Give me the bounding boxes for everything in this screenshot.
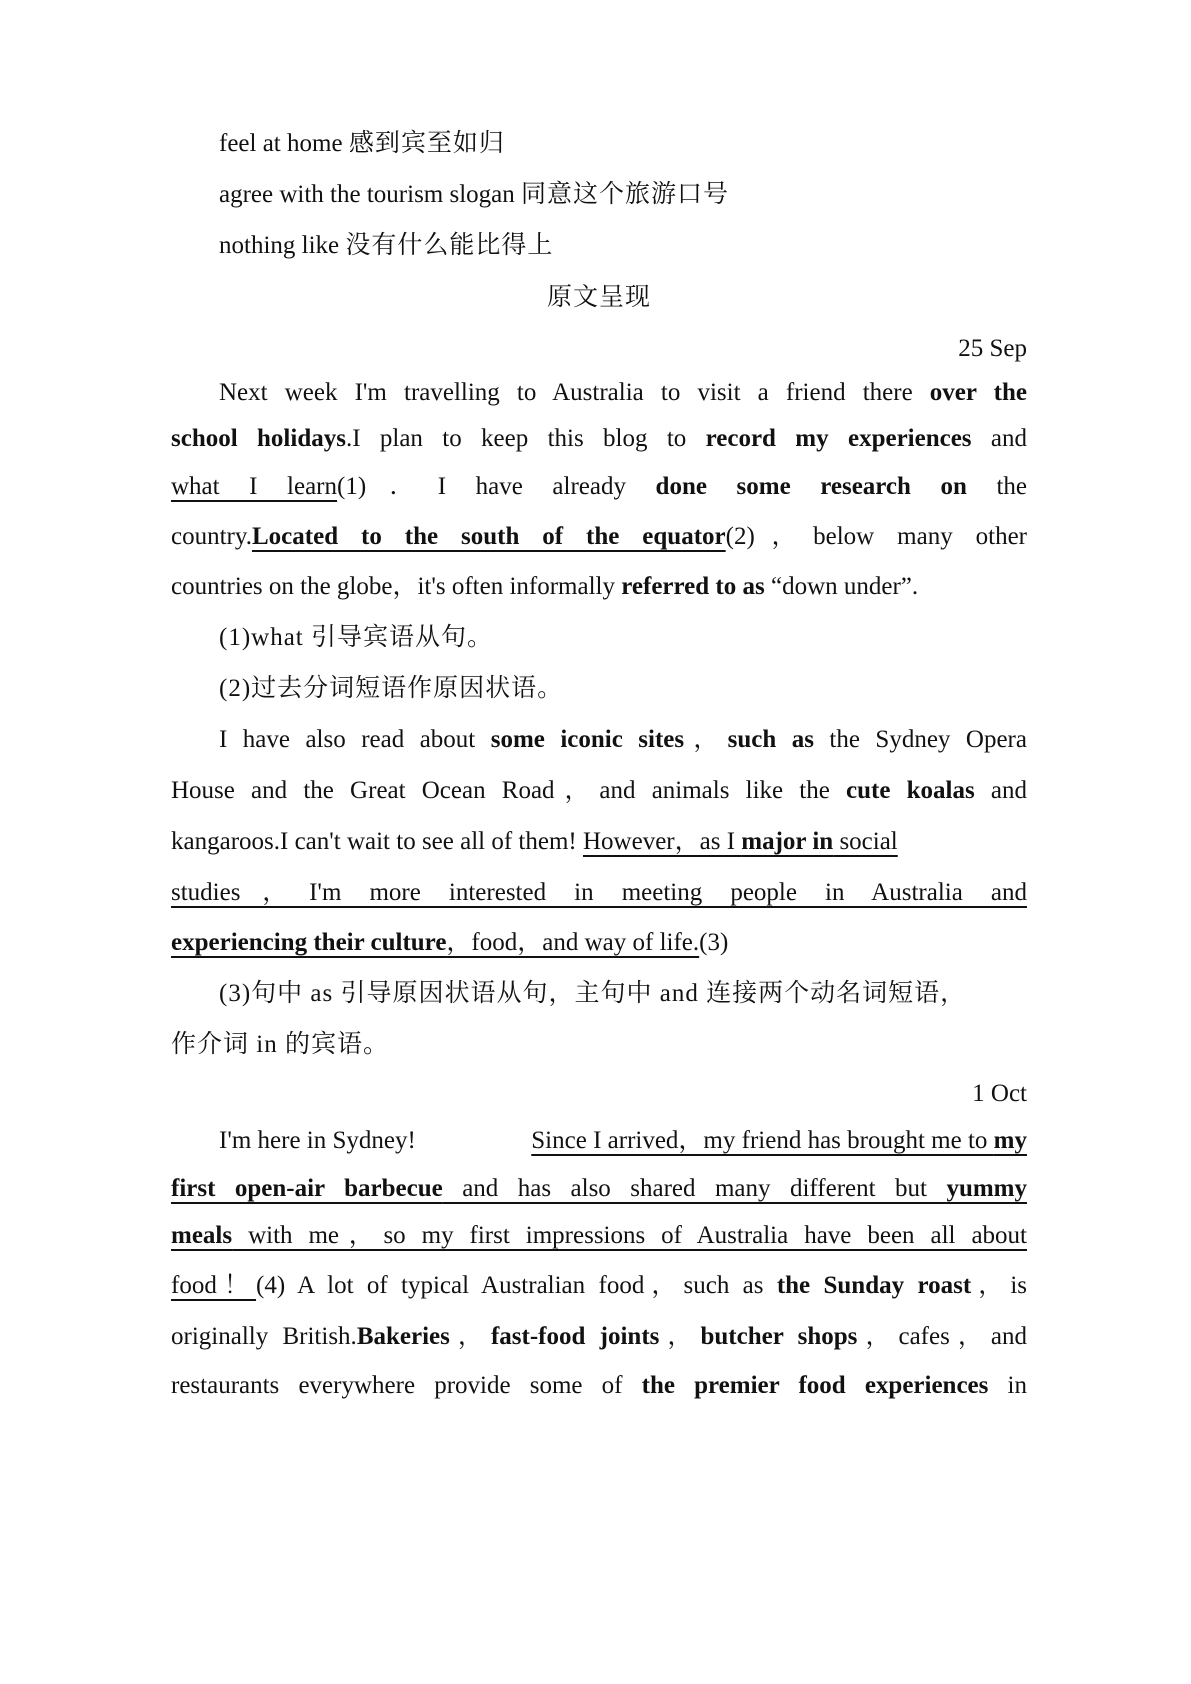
underlined-clause	[171, 1222, 1027, 1249]
paragraph-line	[171, 876, 1027, 910]
key-phrase: the Sunday roast	[776, 1272, 972, 1299]
key-phrase: meals	[171, 1222, 233, 1249]
key-phrase: Bakeries	[356, 1323, 450, 1350]
text-run: House and the Great Ocean Road，and animals like the	[171, 777, 847, 804]
entry-date: 1 Oct	[972, 1080, 1027, 1107]
vocab-item	[219, 178, 1027, 212]
vocab-cn: 没有什么能比得上	[345, 232, 554, 259]
underlined-clause	[171, 929, 699, 956]
text-run: (4) A lot of typical Australian food，such as	[256, 1272, 777, 1299]
text-run: “down under”.	[764, 573, 919, 600]
text-run: kangaroos.I can't wait to see all of them!	[171, 828, 583, 855]
paragraph-line	[219, 376, 1027, 410]
text-run: originally British.	[171, 1323, 357, 1350]
paragraph-line	[171, 570, 1027, 604]
paragraph-line	[171, 470, 1027, 504]
entry-date: 25 Sep	[958, 335, 1027, 362]
text-run: (2)，below many other	[725, 523, 1027, 550]
text-run: country.	[171, 523, 252, 550]
text-run: (3)	[699, 929, 729, 956]
key-phrase: butcher shops	[700, 1323, 858, 1350]
key-phrase: such as	[727, 726, 814, 753]
vocab-cn: 同意这个旅游口号	[521, 181, 730, 208]
paragraph-line	[171, 422, 1027, 456]
text-run: ，food，and way of life.	[446, 929, 700, 956]
text-run: social	[833, 828, 898, 855]
key-phrase: school holidays	[171, 425, 346, 452]
paragraph-line	[171, 1369, 1027, 1403]
key-phrase: record my experiences	[705, 425, 972, 452]
text-run: I have also read about	[219, 726, 491, 753]
text-run: and	[974, 777, 1027, 804]
key-phrase: cute koalas	[846, 777, 975, 804]
underlined-clause: food！	[171, 1272, 257, 1299]
text-run: ，cafes，and	[857, 1323, 1027, 1350]
paragraph-line	[171, 520, 1027, 554]
paragraph-line	[171, 926, 1027, 960]
paragraph-line	[219, 723, 1027, 757]
text-run: ，	[684, 726, 728, 753]
grammar-note: (2)过去分词短语作原因状语。	[219, 675, 564, 702]
paragraph-line	[171, 1269, 1027, 1303]
text-run: .I plan to keep this blog to	[345, 425, 706, 452]
text-run: in	[988, 1372, 1027, 1399]
text-run: (1)．I have already	[337, 473, 656, 500]
underlined-clause: what I learn	[171, 473, 338, 500]
underlined-clause	[171, 1175, 1027, 1202]
grammar-note: (1)what 引导宾语从句。	[219, 624, 493, 651]
key-phrase: major in	[741, 828, 834, 855]
key-phrase: my	[993, 1127, 1027, 1154]
text-run: countries on the globe，it's often informally	[171, 573, 622, 600]
text-run: with me，so my first impressions of Australia have been all about	[232, 1222, 1027, 1249]
vocab-item	[219, 127, 1027, 161]
key-phrase: over the	[929, 379, 1027, 406]
grammar-note: (3)句中 as 引导原因状语从句，主句中 and 连接两个动名词短语，	[219, 980, 967, 1007]
vocab-item	[219, 229, 1027, 263]
text-run: restaurants everywhere provide some of	[171, 1372, 642, 1399]
text-run: and has also shared many different but	[442, 1175, 947, 1202]
text-run: ，is	[971, 1272, 1028, 1299]
key-phrase: fast-food joints	[490, 1323, 660, 1350]
key-phrase: experiencing their culture	[171, 929, 447, 956]
text-run: However，as I	[583, 828, 742, 855]
text-run: the Sydney Opera	[813, 726, 1027, 753]
vocab-en: nothing like	[219, 232, 340, 259]
key-phrase: yummy	[946, 1175, 1027, 1202]
vocab-cn: 感到宾至如归	[348, 130, 505, 157]
text-run: Since I arrived，my friend has brought me to	[531, 1127, 994, 1154]
paragraph-line	[171, 825, 1027, 859]
text-run: Next week I'm travelling to Australia to visit a friend there	[219, 379, 930, 406]
section-title: 原文呈现	[546, 284, 651, 311]
paragraph-line	[171, 1172, 1027, 1206]
vocab-en: feel at home	[219, 130, 343, 157]
text-run: and	[971, 425, 1027, 452]
key-phrase: the premier food experiences	[641, 1372, 989, 1399]
paragraph-line	[171, 774, 1027, 808]
key-phrase: first open-air barbecue	[171, 1175, 443, 1202]
grammar-note: 作介词 in 的宾语。	[171, 1031, 389, 1058]
vocab-en: agree with the tourism slogan	[219, 181, 515, 208]
underlined-clause	[583, 828, 898, 855]
paragraph-line	[171, 1320, 1027, 1354]
key-phrase: referred to as	[621, 573, 765, 600]
key-phrase: done some research on	[655, 473, 967, 500]
text-run: I'm here in Sydney!	[219, 1127, 416, 1154]
underlined-key-phrase: Located to the south of the equator	[252, 523, 726, 550]
text-run: the	[966, 473, 1028, 500]
underlined-clause	[531, 1127, 1027, 1154]
paragraph-line	[171, 1219, 1027, 1253]
text-run: ，	[449, 1323, 491, 1350]
paragraph-line	[219, 1124, 1027, 1158]
underlined-clause: studies，I'm more interested in meeting people in Australia and	[171, 879, 1027, 906]
key-phrase: some iconic sites	[490, 726, 685, 753]
text-run: ，	[659, 1323, 701, 1350]
